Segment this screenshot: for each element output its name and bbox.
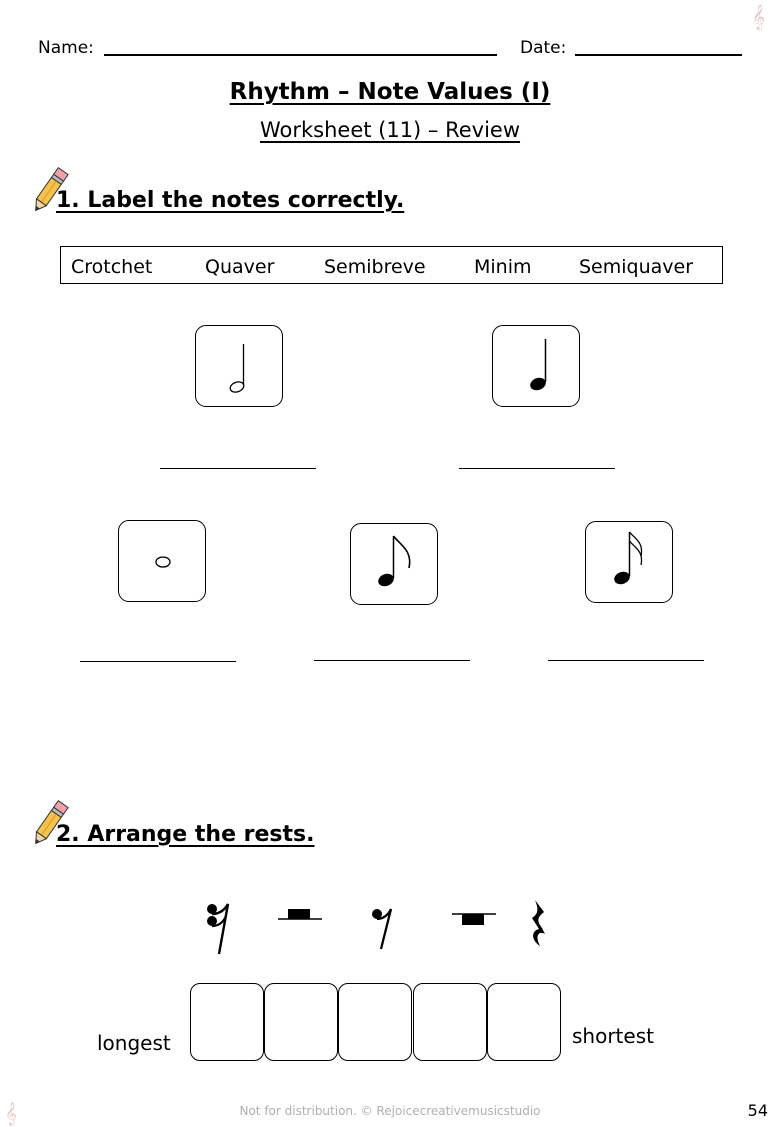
longest-label: longest	[97, 1031, 171, 1055]
semibreve-icon	[119, 521, 207, 603]
studio-logo-icon	[748, 2, 778, 32]
answer-line[interactable]	[459, 468, 615, 469]
crotchet-rest-icon	[526, 898, 552, 950]
answer-box[interactable]	[413, 983, 487, 1061]
word-bank	[60, 246, 723, 284]
date-field[interactable]	[575, 40, 742, 56]
answer-line[interactable]	[80, 661, 236, 662]
answer-line[interactable]	[548, 660, 704, 661]
name-label: Name:	[38, 38, 94, 58]
page-number: 54	[747, 1101, 768, 1120]
svg-text:𝄞: 𝄞	[752, 5, 766, 30]
answer-line[interactable]	[314, 660, 470, 661]
footer-copyright: Not for distribution. © Rejoicecreativemusicstudio	[239, 1104, 541, 1118]
minim-icon	[196, 326, 284, 408]
semiquaver-rest-icon	[368, 905, 398, 951]
answer-box[interactable]	[487, 983, 561, 1061]
answer-box[interactable]	[338, 983, 412, 1061]
note-card	[492, 325, 580, 407]
section1-heading: 1. Label the notes correctly.	[56, 188, 405, 213]
note-card	[350, 523, 438, 605]
minim-rest-icon	[276, 905, 324, 925]
crotchet-icon	[493, 326, 581, 408]
page-subtitle: Worksheet (11) – Review	[259, 118, 521, 142]
quaver-icon	[351, 524, 439, 606]
section2-heading: 2. Arrange the rests.	[56, 822, 315, 847]
quaver-rest-icon	[198, 898, 238, 958]
note-card	[195, 325, 283, 407]
date-label: Date:	[520, 38, 567, 58]
word-bank-item: Semibreve	[324, 256, 426, 278]
answer-box[interactable]	[190, 983, 264, 1061]
word-bank-item: Minim	[474, 256, 532, 278]
word-bank-item: Crotchet	[71, 256, 153, 278]
note-card	[585, 521, 673, 603]
name-field[interactable]	[104, 40, 497, 56]
svg-text:𝄞: 𝄞	[5, 1101, 17, 1125]
semibreve-rest-icon	[450, 910, 498, 932]
note-card	[118, 520, 206, 602]
word-bank-item: Quaver	[205, 256, 275, 278]
semiquaver-icon	[586, 522, 674, 604]
shortest-label: shortest	[572, 1024, 654, 1048]
word-bank-item: Semiquaver	[579, 256, 694, 278]
page-title: Rhythm – Note Values (I)	[229, 79, 551, 105]
answer-line[interactable]	[160, 468, 316, 469]
answer-box[interactable]	[264, 983, 338, 1061]
